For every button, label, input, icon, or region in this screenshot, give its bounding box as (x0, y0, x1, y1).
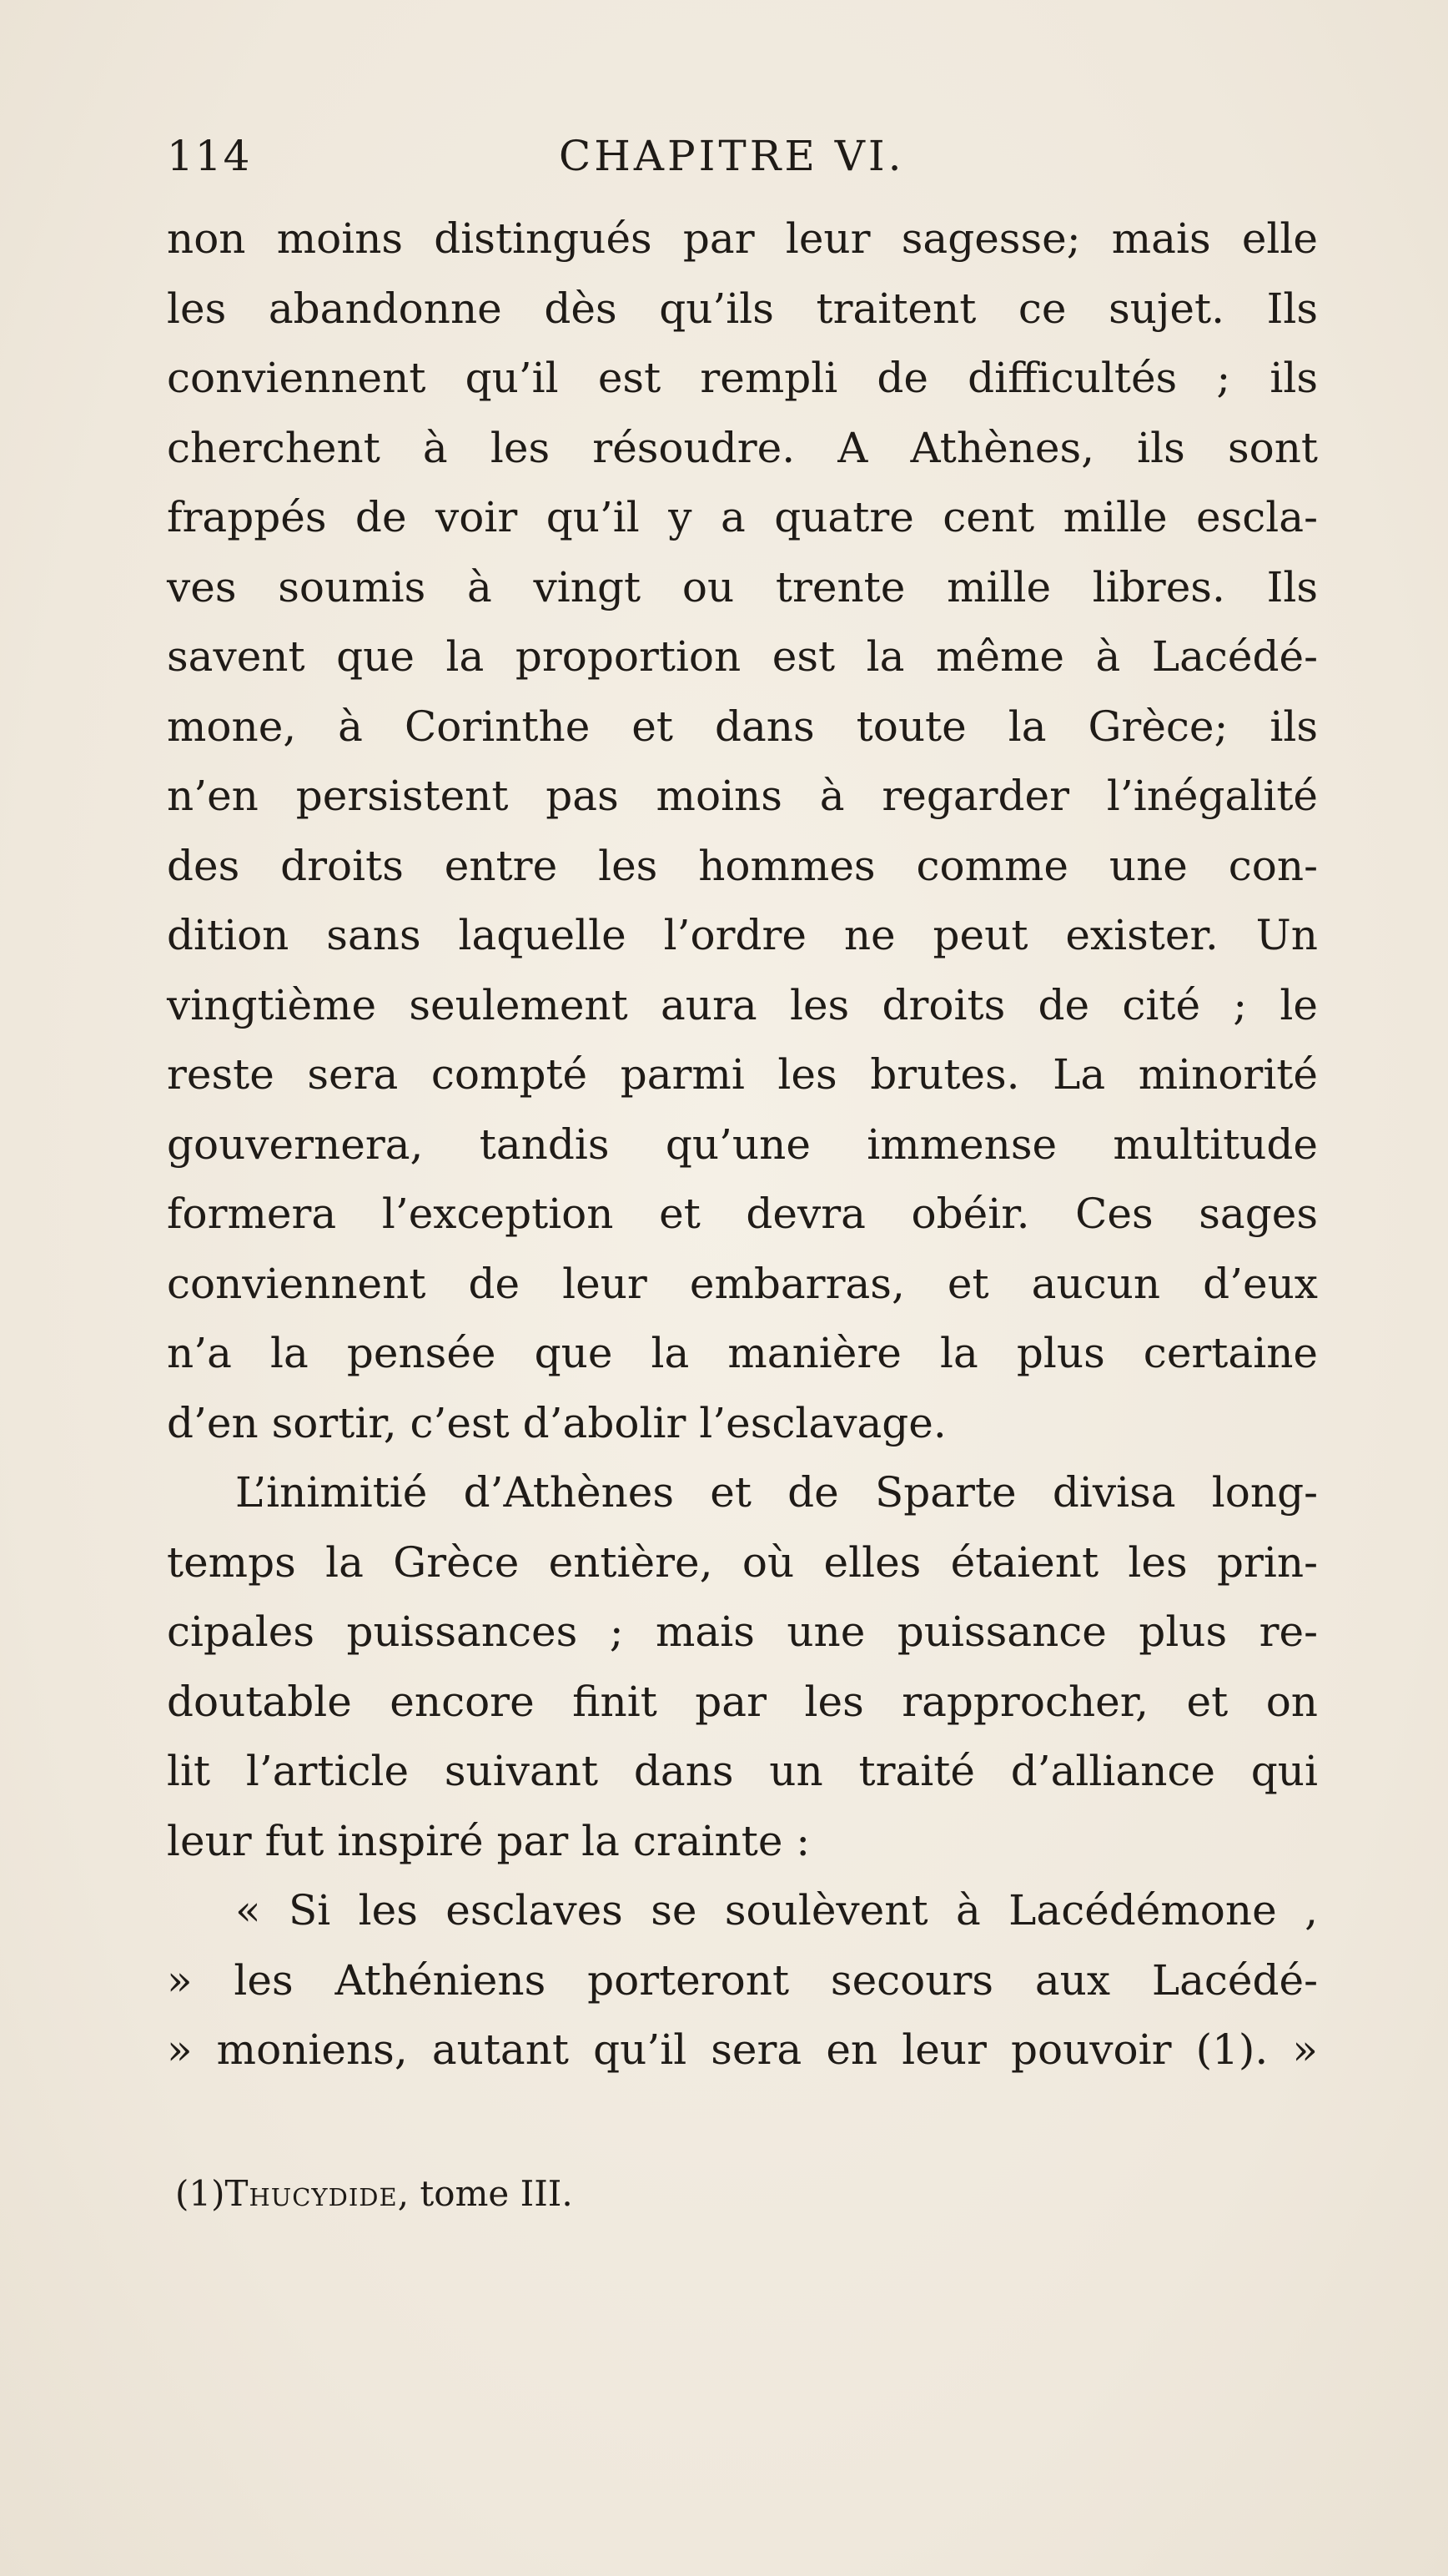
page-header (167, 132, 1335, 190)
text-line: savent que la proportion est la même à Lacédé- (167, 632, 1318, 681)
page-number: 114 (167, 132, 252, 180)
text-line: vingtième seulement aura les droits de cité ; le (167, 980, 1318, 1029)
quote-line: » les Athéniens porteront secours aux Lacédé- (167, 1955, 1318, 2005)
footnote-marker: (1) (175, 2173, 225, 2214)
text-line: ves soumis à vingt ou trente mille libres. Ils (167, 562, 1318, 611)
text-line: dition sans laquelle l’ordre ne peut exister. Un (167, 911, 1318, 959)
text-line: mone, à Corinthe et dans toute la Grèce; ils (167, 702, 1318, 751)
text-line: n’a la pensée que la manière la plus certaine (167, 1329, 1318, 1377)
text-line: frappés de voir qu’il y a quatre cent mille escla- (167, 493, 1318, 541)
paragraph-start-line: L’inimitié d’Athènes et de Sparte divisa long- (235, 1468, 1318, 1517)
footnote-author: Thucydide (224, 2173, 398, 2214)
footnote (175, 2169, 573, 2219)
text-line: non moins distingués par leur sagesse; mais elle (167, 214, 1318, 263)
text-line: n’en persistent pas moins à regarder l’inégalité (167, 772, 1318, 820)
body-text (167, 204, 1318, 2085)
text-line: cherchent à les résoudre. A Athènes, ils sont (167, 423, 1318, 472)
text-line: gouvernera, tandis qu’une immense multitude (167, 1119, 1318, 1169)
text-line: d’en sortir, c’est d’abolir l’esclavage. (167, 1398, 947, 1447)
text-line: formera l’exception et devra obéir. Ces sages (167, 1190, 1318, 1238)
footnote-reference: , tome III. (397, 2173, 573, 2214)
quote-line: « Si les esclaves se soulèvent à Lacédémone , (235, 1886, 1318, 1935)
text-line: cipales puissances ; mais une puissance plus re- (167, 1607, 1318, 1656)
text-line: temps la Grèce entière, où elles étaient les prin- (167, 1537, 1318, 1587)
text-line: reste sera compté parmi les brutes. La minorité (167, 1050, 1318, 1099)
running-head: CHAPITRE VI. (559, 132, 905, 180)
text-line: doutable encore finit par les rapprocher, et on (167, 1677, 1318, 1726)
text-line: lit l’article suivant dans un traité d’alliance qui (167, 1747, 1318, 1795)
text-line: conviennent qu’il est rempli de difficultés ; ils (167, 354, 1318, 402)
text-line: leur fut inspiré par la crainte : (167, 1816, 811, 1865)
text-line: les abandonne dès qu’ils traitent ce sujet. Ils (167, 284, 1318, 333)
text-line: des droits entre les hommes comme une con- (167, 841, 1318, 890)
text-line: conviennent de leur embarras, et aucun d’eux (167, 1259, 1318, 1308)
quote-line: » moniens, autant qu’il sera en leur pouvoir (1). » (167, 2025, 1318, 2074)
